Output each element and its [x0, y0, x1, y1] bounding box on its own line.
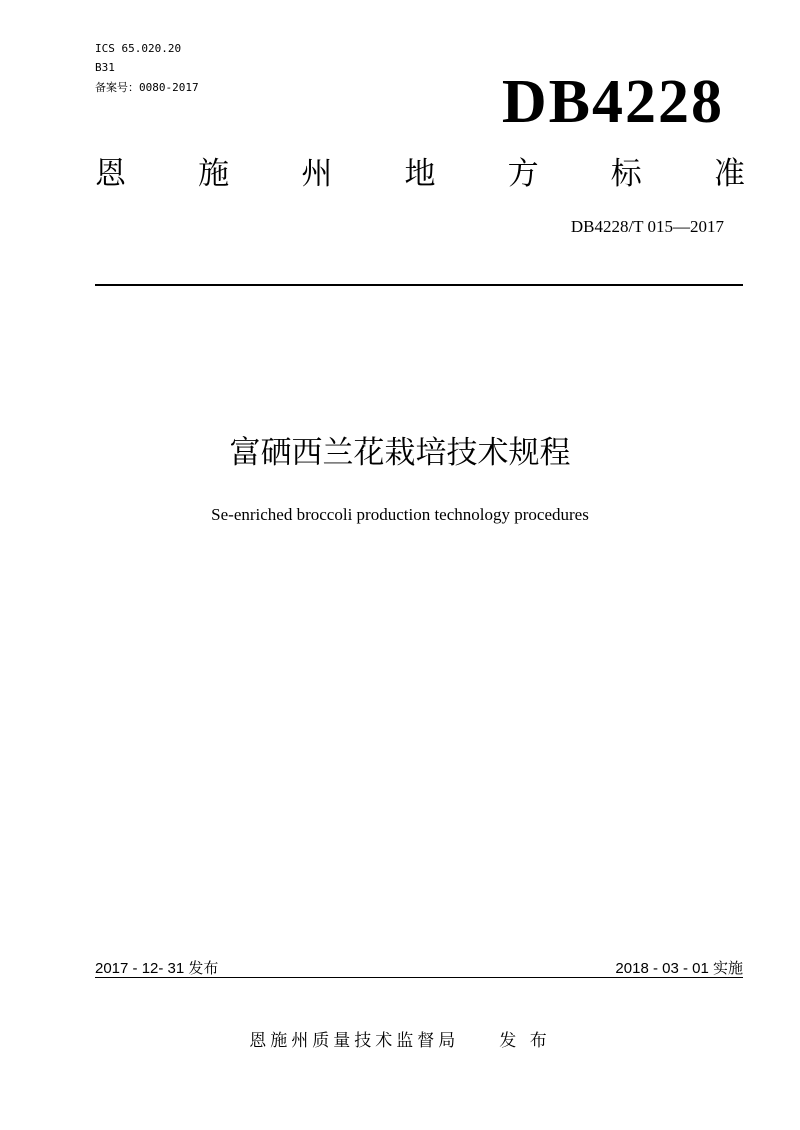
bottom-divider	[95, 977, 743, 978]
implementation-date: 2018 - 03 - 01 实施	[615, 960, 743, 977]
title-english: Se-enriched broccoli production technology procedures	[211, 505, 589, 524]
ics-code: ICS 65.020.20	[95, 42, 182, 55]
category-char: 方	[507, 156, 539, 192]
issuer-name: 恩施州质量技术监督局	[249, 1031, 460, 1051]
category-char: 恩	[95, 156, 126, 192]
issuer-line	[0, 1028, 800, 1054]
standard-code-large: DB4228	[501, 68, 724, 136]
category-char: 州	[301, 156, 333, 192]
top-divider	[95, 284, 743, 286]
category-char: 准	[713, 156, 745, 192]
ccs-code: B31	[95, 61, 115, 74]
standard-category	[95, 152, 745, 196]
record-number: 备案号：0080-2017	[95, 81, 199, 94]
category-char: 标	[610, 156, 642, 192]
category-char: 地	[404, 156, 436, 192]
title-chinese: 富硒西兰花栽培技术规程	[229, 435, 571, 471]
category-char: 施	[198, 156, 230, 192]
issuer-verb: 发 布	[499, 1031, 551, 1051]
issue-date: 2017 - 12- 31 发布	[95, 960, 219, 977]
standard-number: DB4228/T 015—2017	[570, 217, 724, 236]
